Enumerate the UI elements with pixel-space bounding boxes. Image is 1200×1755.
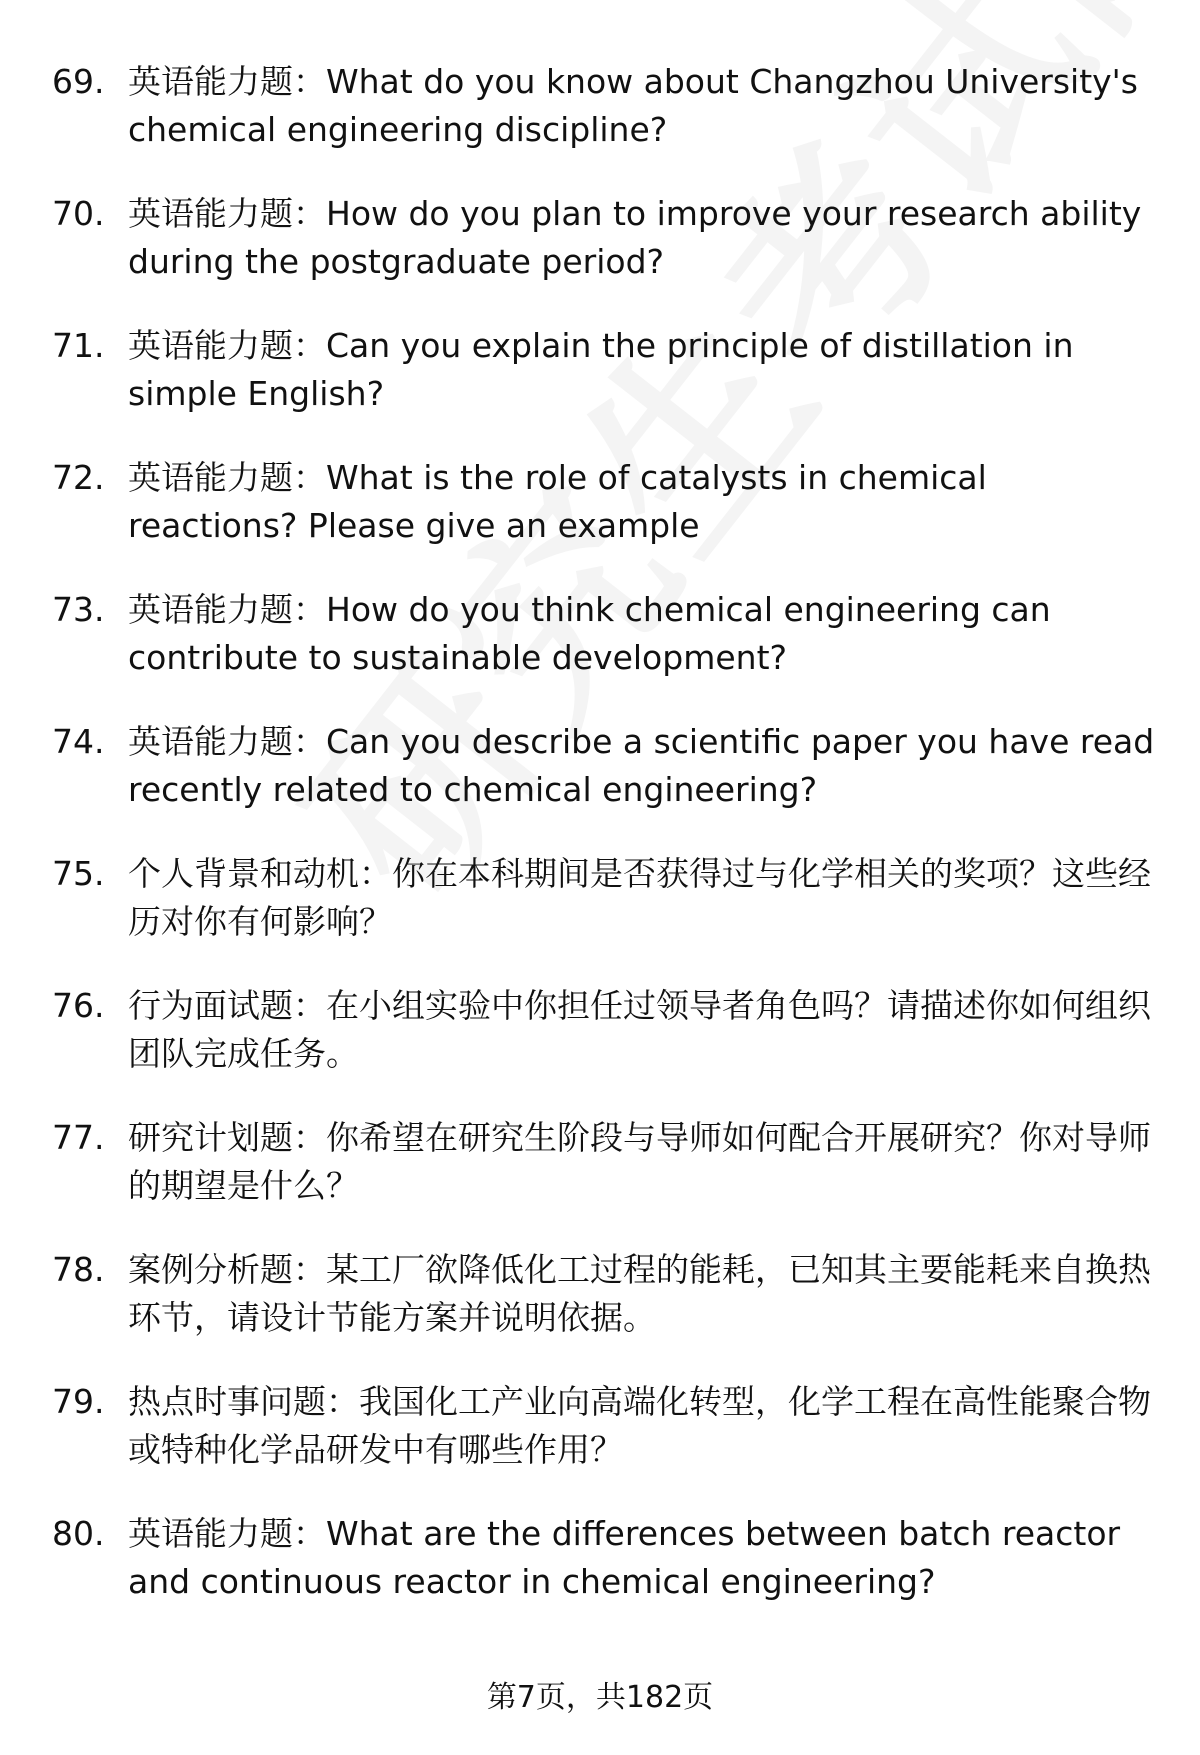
question-text: 英语能力题：How do you think chemical engineering can contribute to sustainable development? (128, 590, 1051, 677)
page-number-label: 第7页，共182页 (486, 1680, 714, 1715)
question-text: 英语能力题：Can you explain the principle of distillation in simple English? (128, 326, 1074, 413)
question-text: 热点时事问题：我国化工产业向高端化转型，化学工程在高性能聚合物或特种化学品研发中有哪些作用？ (128, 1382, 1151, 1469)
question-item (52, 982, 1162, 1114)
question-number: 76. (52, 986, 105, 1025)
question-text: 英语能力题：What are the differences between batch reactor and continuous reactor in chemical engineering? (128, 1514, 1121, 1601)
question-number: 74. (52, 722, 105, 761)
question-item (52, 454, 1162, 586)
question-text: 案例分析题：某工厂欲降低化工过程的能耗，已知其主要能耗来自换热环节，请设计节能方案并说明依据。 (128, 1250, 1151, 1337)
question-item (52, 1510, 1162, 1642)
question-item (52, 1378, 1162, 1510)
question-number: 79. (52, 1382, 105, 1421)
question-item (52, 1114, 1162, 1246)
question-item (52, 58, 1162, 190)
question-number: 72. (52, 458, 105, 497)
question-text: 英语能力题：What do you know about Changzhou University's chemical engineering discipline? (128, 62, 1138, 149)
question-item (52, 190, 1162, 322)
question-number: 80. (52, 1514, 105, 1553)
question-number: 77. (52, 1118, 105, 1157)
page-footer (0, 1678, 1200, 1718)
question-item (52, 1246, 1162, 1378)
question-text: 研究计划题：你希望在研究生阶段与导师如何配合开展研究？你对导师的期望是什么？ (128, 1118, 1151, 1205)
question-number: 70. (52, 194, 105, 233)
question-text: 个人背景和动机：你在本科期间是否获得过与化学相关的奖项？这些经历对你有何影响？ (128, 854, 1151, 941)
question-number: 73. (52, 590, 105, 629)
question-item (52, 718, 1162, 850)
question-item (52, 322, 1162, 454)
question-list (52, 58, 1162, 1642)
question-number: 69. (52, 62, 105, 101)
question-item (52, 850, 1162, 982)
question-text: 英语能力题：What is the role of catalysts in chemical reactions? Please give an example (128, 458, 987, 545)
question-number: 75. (52, 854, 105, 893)
question-text: 英语能力题：Can you describe a scientific paper you have read recently related to chemical engineering? (128, 722, 1155, 809)
question-item (52, 586, 1162, 718)
question-number: 78. (52, 1250, 105, 1289)
question-number: 71. (52, 326, 105, 365)
question-text: 行为面试题：在小组实验中你担任过领导者角色吗？请描述你如何组织团队完成任务。 (128, 986, 1151, 1073)
question-text: 英语能力题：How do you plan to improve your research ability during the postgraduate period? (128, 194, 1142, 281)
